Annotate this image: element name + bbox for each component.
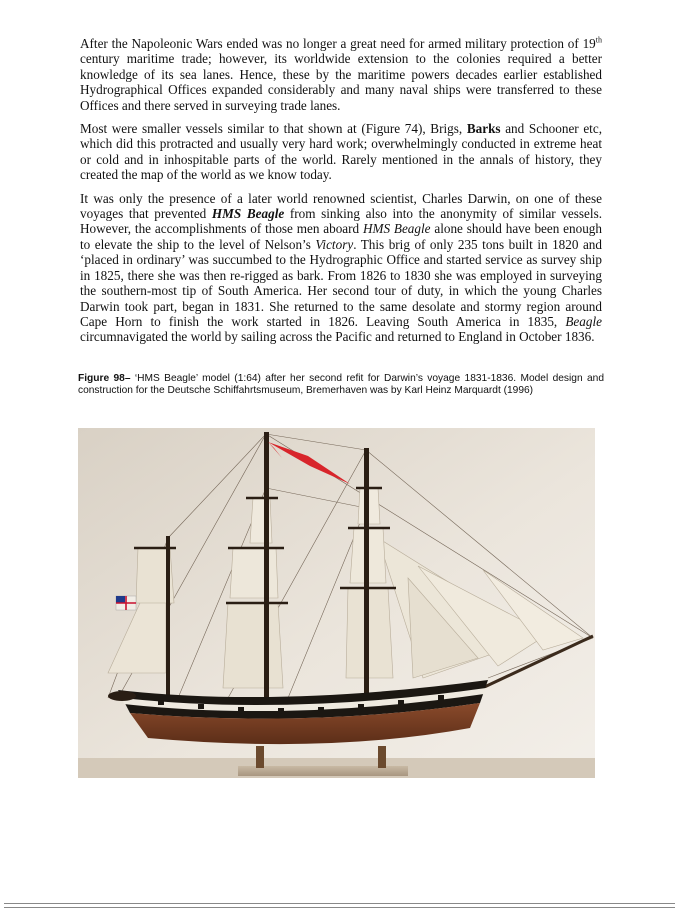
paragraph-3-text-d: . This brig of only 235 tons built in 1820 and ‘placed in ordinary’ was succumbed to the Hydrographic Office and started service as survey ship in 1825, there she was then re-rigged as bark. From 1826 to 1830 she was employed in surveying the southern-most tip of South America. Her second tour of duty, in which the young Charles Darwin took part, began in 1831. She returned to the same desolate and stormy region around Cape Horn to finish the work started in 1826. Leaving South America in 1835, — [80, 236, 602, 329]
hms-beagle-model-image — [78, 428, 595, 778]
ship-name-italic: HMS Beagle — [362, 221, 431, 237]
figure-caption-text: ‘HMS Beagle’ model (1:64) after her second refit for Darwin’s voyage 1831-1836. Model design and construction for the Deutsche Schiffahrtsmuseum, Bremerhaven was by Karl Heinz Marquardt (1996) — [78, 373, 604, 397]
paragraph-3-text-b: from sinking also into the anonymity of similar vessels. However, the accomplishments of those men aboard — [80, 206, 602, 237]
figure-caption — [78, 373, 604, 397]
paragraph-2-text-a: Most were smaller vessels similar to that shown at (Figure 74), Brigs, — [80, 121, 467, 137]
paragraph-3 — [80, 191, 602, 345]
paragraph-3-text-e: circumnavigated the world by sailing across the Pacific and returned to England in October 1836. — [80, 329, 595, 345]
ship-name-italic-2: Beagle — [565, 313, 602, 329]
paragraph-1 — [80, 36, 602, 113]
paragraph-1-text-a: After the Napoleonic Wars ended was no longer a great need for armed military protection of 19 — [80, 36, 596, 51]
paragraph-2 — [80, 121, 602, 183]
victory-italic: Victory — [315, 236, 354, 252]
paragraph-2-text-b: and Schooner etc, which did this protracted and usually very hard work; overwhelmingly conducted in extreme heat or cold and in inhospitable parts of the world. Rarely mentioned in the annals of history, they created the map of the world as we know today. — [80, 121, 602, 183]
paragraph-1-text-b: century maritime trade; however, its worldwide extension to the colonies required a better knowledge of its sea lanes. Hence, these by the maritime powers decades earlier established Hydrographical Offices expanded considerably and many naval ships were transferred to these Offices and there served in surveying trade lanes. — [80, 51, 602, 113]
paragraph-3-text-a: It was only the presence of a later world renowned scientist, Charles Darwin, on one of these voyages that prevented — [80, 190, 602, 222]
figure-label: Figure 98– — [78, 373, 131, 384]
barks-bold-term: Barks — [466, 121, 501, 137]
ship-name-bold: HMS Beagle — [211, 206, 285, 222]
superscript-th: th — [595, 35, 602, 45]
ship-model-photo — [78, 428, 595, 778]
footer-rule — [4, 903, 675, 908]
document-body — [80, 36, 602, 353]
paragraph-3-text-c: alone should have been enough to elevate the ship to the level of Nelson’s — [80, 221, 602, 252]
